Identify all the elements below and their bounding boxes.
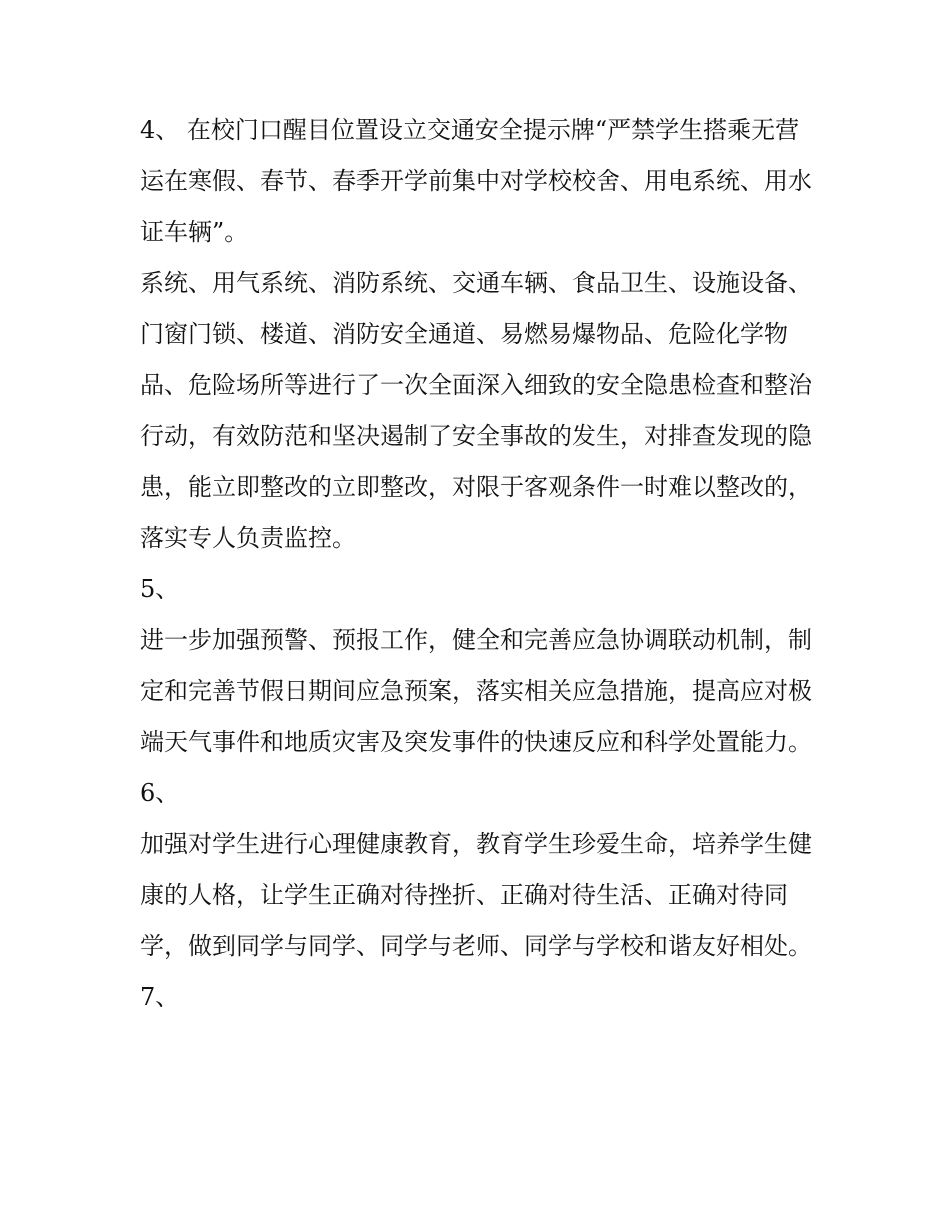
document-body bbox=[140, 105, 820, 1023]
paragraph-number-5: 5、 bbox=[140, 575, 180, 603]
paragraph-number-6: 6、 bbox=[140, 779, 180, 807]
paragraph-item-4-traffic-sign: 4、 在校门口醒目位置设立交通安全提示牌“严禁学生搭乘无营运在寒假、春节、春季开学前集中对学校校舍、用电系统、用水证车辆”。 bbox=[140, 116, 812, 246]
paragraph-safety-inspection: 系统、用气系统、消防系统、交通车辆、食品卫生、设施设备、门窗门锁、楼道、消防安全通道、易燃易爆物品、危险化学物品、危险场所等进行了一次全面深入细致的安全隐患检查和整治行动，有效防范和坚决遏制了安全事故的发生，对排查发现的隐患，能立即整改的立即整改，对限于客观条件一时难以整改的，落实专人负责监控。 bbox=[140, 269, 812, 552]
paragraph-mental-health: 加强对学生进行心理健康教育，教育学生珍爱生命，培养学生健康的人格，让学生正确对待挫折、正确对待生活、正确对待同学，做到同学与同学、同学与老师、同学与学校和谐友好相处。 bbox=[140, 830, 812, 960]
paragraph-emergency-response: 进一步加强预警、预报工作，健全和完善应急协调联动机制，制定和完善节假日期间应急预案，落实相关应急措施，提高应对极端天气事件和地质灾害及突发事件的快速反应和科学处置能力。 bbox=[140, 626, 812, 756]
paragraph-number-7: 7、 bbox=[140, 983, 180, 1011]
